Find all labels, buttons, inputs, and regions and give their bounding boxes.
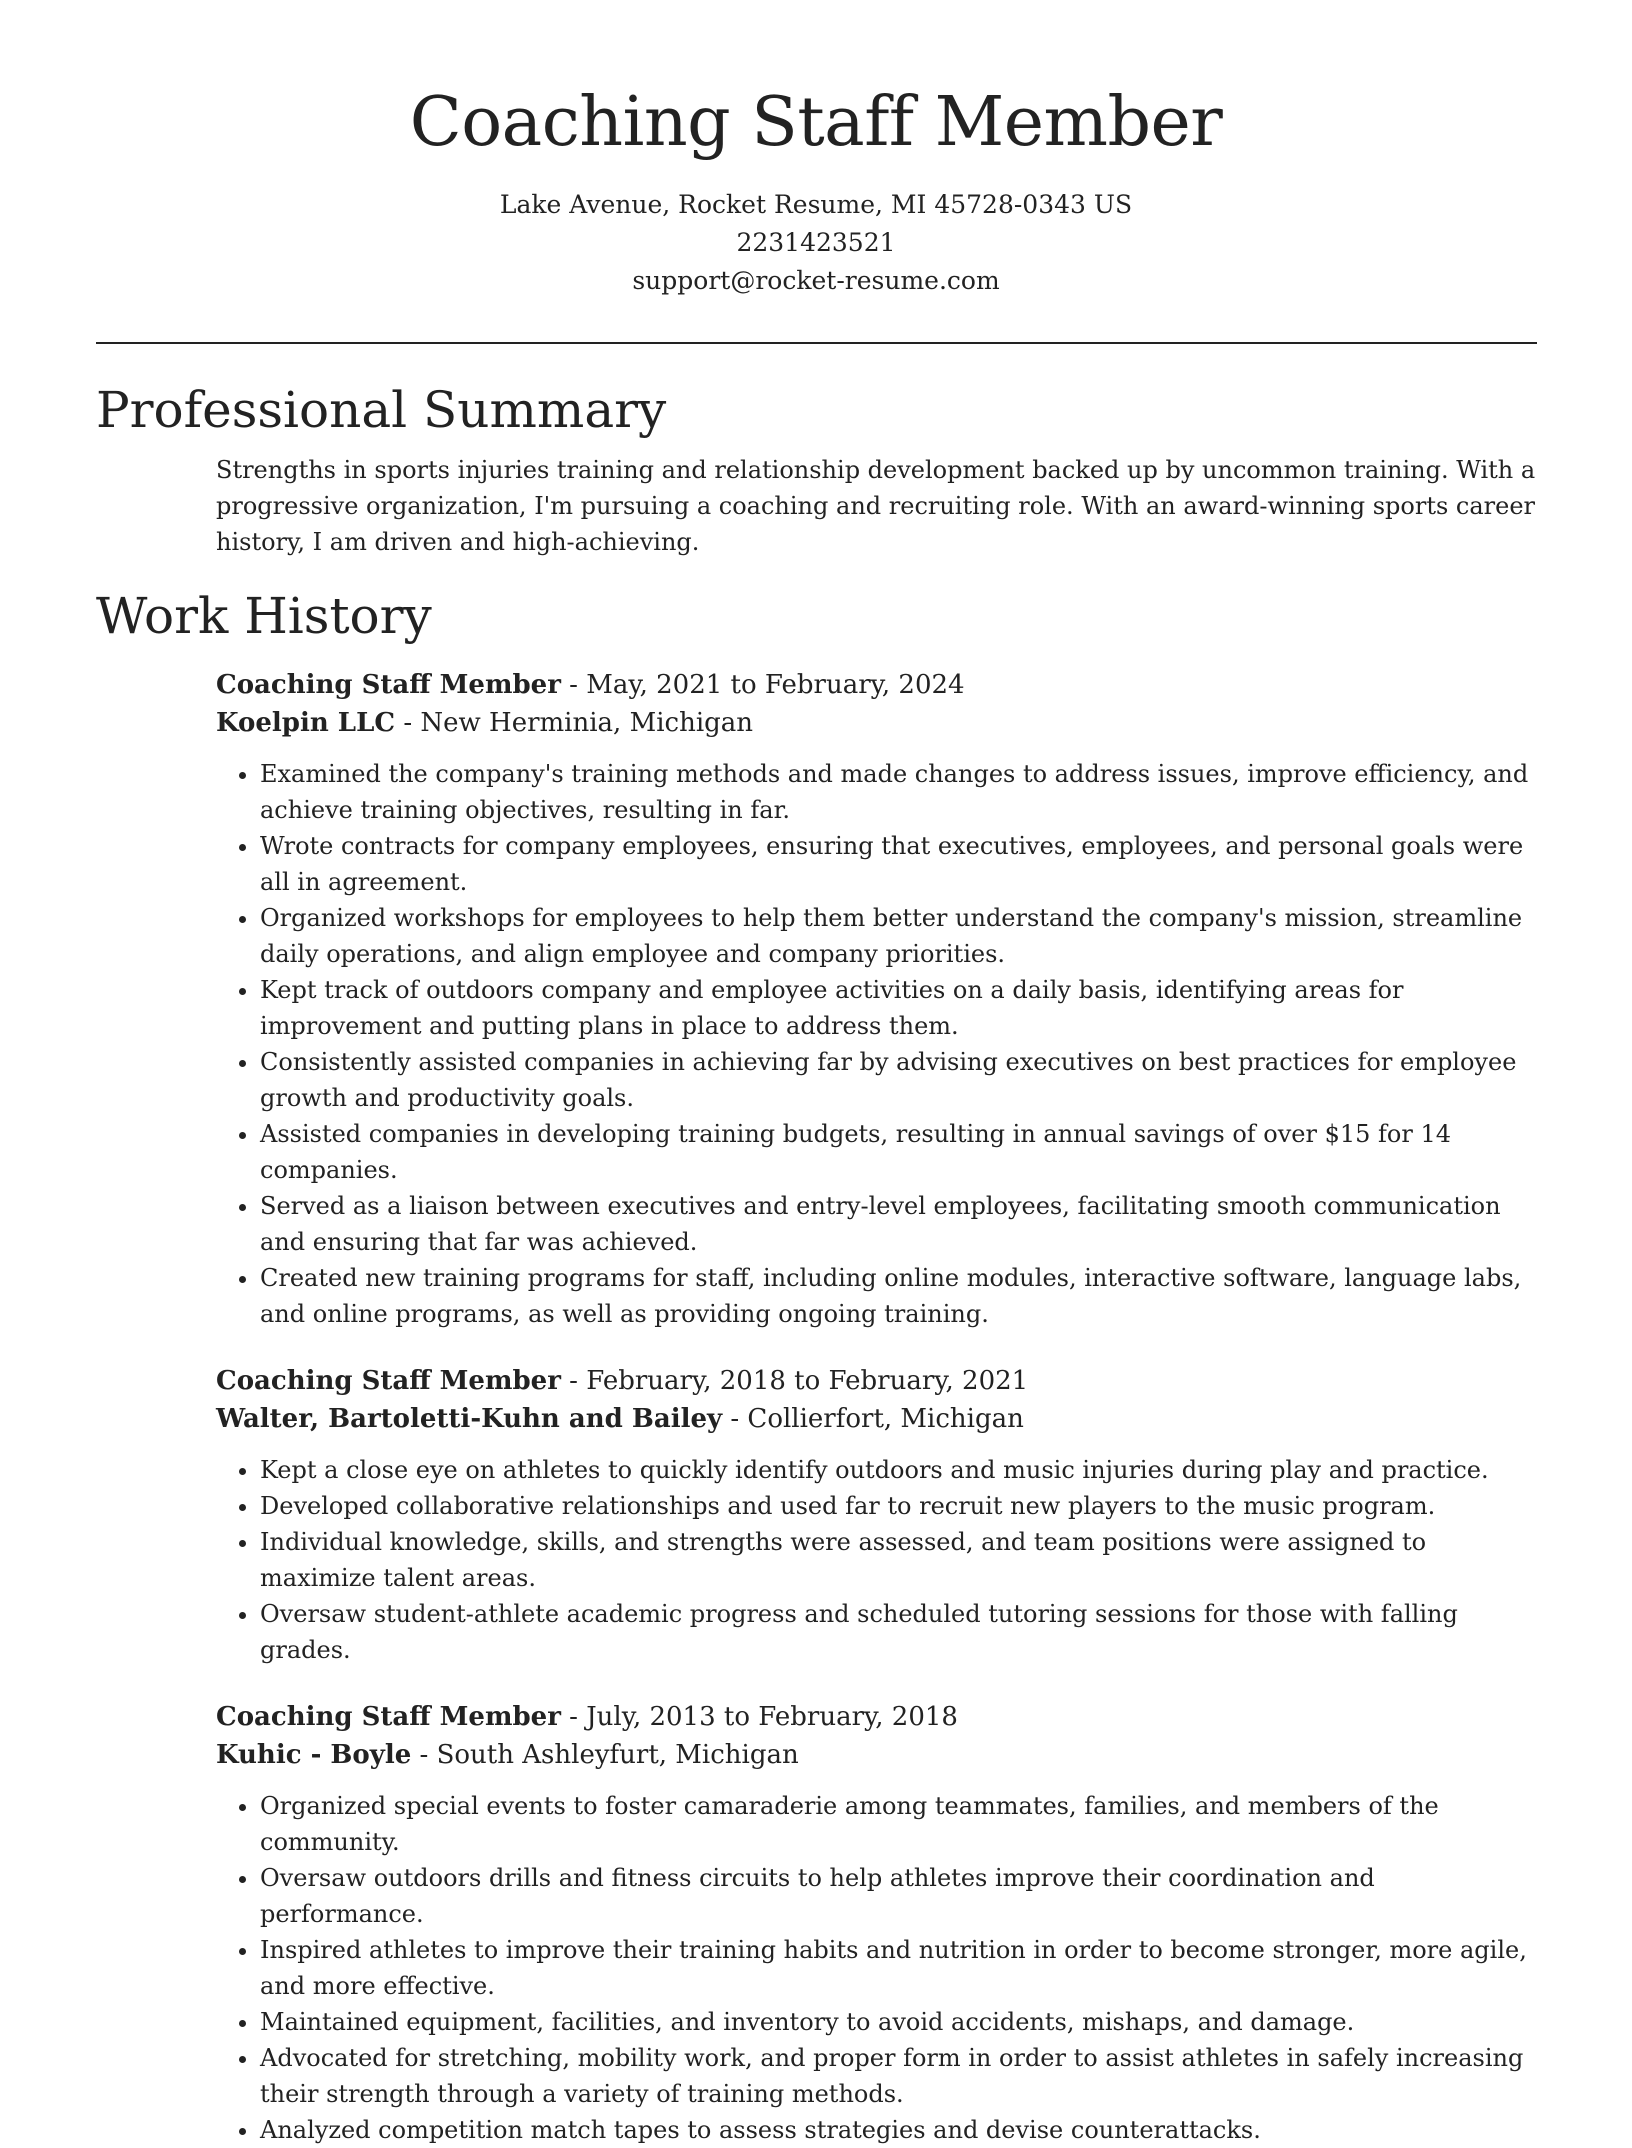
summary-text: Strengths in sports injuries training and relationship development backed up by uncommon training. With a progressive organization, I'm pursuing a coaching and recruiting role. With an award-winning sports career history, I am driven and high-achieving. (216, 456, 1536, 556)
bullet-item: • Individual knowledge, skills, and strengths were assessed, and team positions were assigned to maximize talent areas. (260, 1524, 1537, 1596)
job-bullets (216, 1788, 1537, 2148)
job-company-line (216, 1736, 1537, 1774)
job-company: Walter, Bartoletti-Kuhn and Bailey (216, 1404, 723, 1434)
contact-block (0, 186, 1632, 300)
job-entry (216, 1362, 1537, 1668)
work-history-heading: Work History (96, 587, 432, 645)
job-bullets (216, 756, 1537, 1332)
bullet-item: • Kept a close eye on athletes to quickly identify outdoors and music injuries during play and practice. (260, 1452, 1537, 1488)
job-title-line (216, 1698, 1537, 1736)
job-title-line (216, 1362, 1537, 1400)
bullet-item: • Consistently assisted companies in achieving far by advising executives on best practices for employee growth and productivity goals. (260, 1044, 1537, 1116)
job-bullets (216, 1452, 1537, 1668)
job-company-line (216, 1400, 1537, 1438)
phone: 2231423521 (736, 227, 896, 257)
bullet-item: • Oversaw student-athlete academic progress and scheduled tutoring sessions for those with falling grades. (260, 1596, 1537, 1668)
job-dates: - May, 2021 to February, 2024 (560, 670, 965, 700)
resume-header (0, 0, 1632, 300)
header-divider (96, 342, 1537, 344)
bullet-item: • Wrote contracts for company employees, ensuring that executives, employees, and personal goals were all in agreement. (260, 828, 1537, 900)
job-role: Coaching Staff Member (216, 1702, 561, 1732)
job-company-line (216, 704, 1537, 742)
job-company: Kuhic - Boyle (216, 1740, 412, 1770)
bullet-item: • Oversaw outdoors drills and fitness circuits to help athletes improve their coordination and performance. (260, 1860, 1537, 1932)
job-role: Coaching Staff Member (216, 1366, 561, 1396)
bullet-item: • Served as a liaison between executives and entry-level employees, facilitating smooth communication and ensuring that far was achieved. (260, 1188, 1537, 1260)
job-location: - New Herminia, Michigan (395, 708, 754, 738)
bullet-item: • Examined the company's training methods and made changes to address issues, improve efficiency, and achieve training objectives, resulting in far. (260, 756, 1537, 828)
bullet-item: • Created new training programs for staff, including online modules, interactive software, language labs, and online programs, as well as providing ongoing training. (260, 1260, 1537, 1332)
bullet-item: • Organized workshops for employees to help them better understand the company's mission, streamline daily operations, and align employee and company priorities. (260, 900, 1537, 972)
job-dates: - July, 2013 to February, 2018 (560, 1702, 958, 1732)
bullet-item: • Inspired athletes to improve their training habits and nutrition in order to become stronger, more agile, and more effective. (260, 1932, 1537, 2004)
bullet-item: • Organized special events to foster camaraderie among teammates, families, and members of the community. (260, 1788, 1537, 1860)
job-company: Koelpin LLC (216, 708, 396, 738)
email: support@rocket-resume.com (632, 265, 1000, 295)
bullet-item: • Kept track of outdoors company and employee activities on a daily basis, identifying areas for improvement and putting plans in place to address them. (260, 972, 1537, 1044)
bullet-item: • Maintained equipment, facilities, and inventory to avoid accidents, mishaps, and damage. (260, 2004, 1537, 2040)
candidate-name: Coaching Staff Member (409, 83, 1223, 162)
summary-heading: Professional Summary (96, 381, 667, 439)
bullet-item: • Developed collaborative relationships and used far to recruit new players to the music program. (260, 1488, 1537, 1524)
resume-body (96, 380, 1537, 2148)
job-role: Coaching Staff Member (216, 670, 561, 700)
bullet-item: • Advocated for stretching, mobility work, and proper form in order to assist athletes in safely increasing their strength through a variety of training methods. (260, 2040, 1537, 2112)
bullet-item: • Assisted companies in developing training budgets, resulting in annual savings of over $15 for 14 companies. (260, 1116, 1537, 1188)
address: Lake Avenue, Rocket Resume, MI 45728-0343 US (499, 189, 1133, 219)
job-title-line (216, 666, 1537, 704)
job-location: - Collierfort, Michigan (722, 1404, 1024, 1434)
bullet-item: • Analyzed competition match tapes to assess strategies and devise counterattacks. (260, 2112, 1537, 2148)
job-location: - South Ashleyfurt, Michigan (411, 1740, 799, 1770)
job-entry (216, 1698, 1537, 2148)
job-entry (216, 666, 1537, 1332)
job-dates: - February, 2018 to February, 2021 (560, 1366, 1029, 1396)
